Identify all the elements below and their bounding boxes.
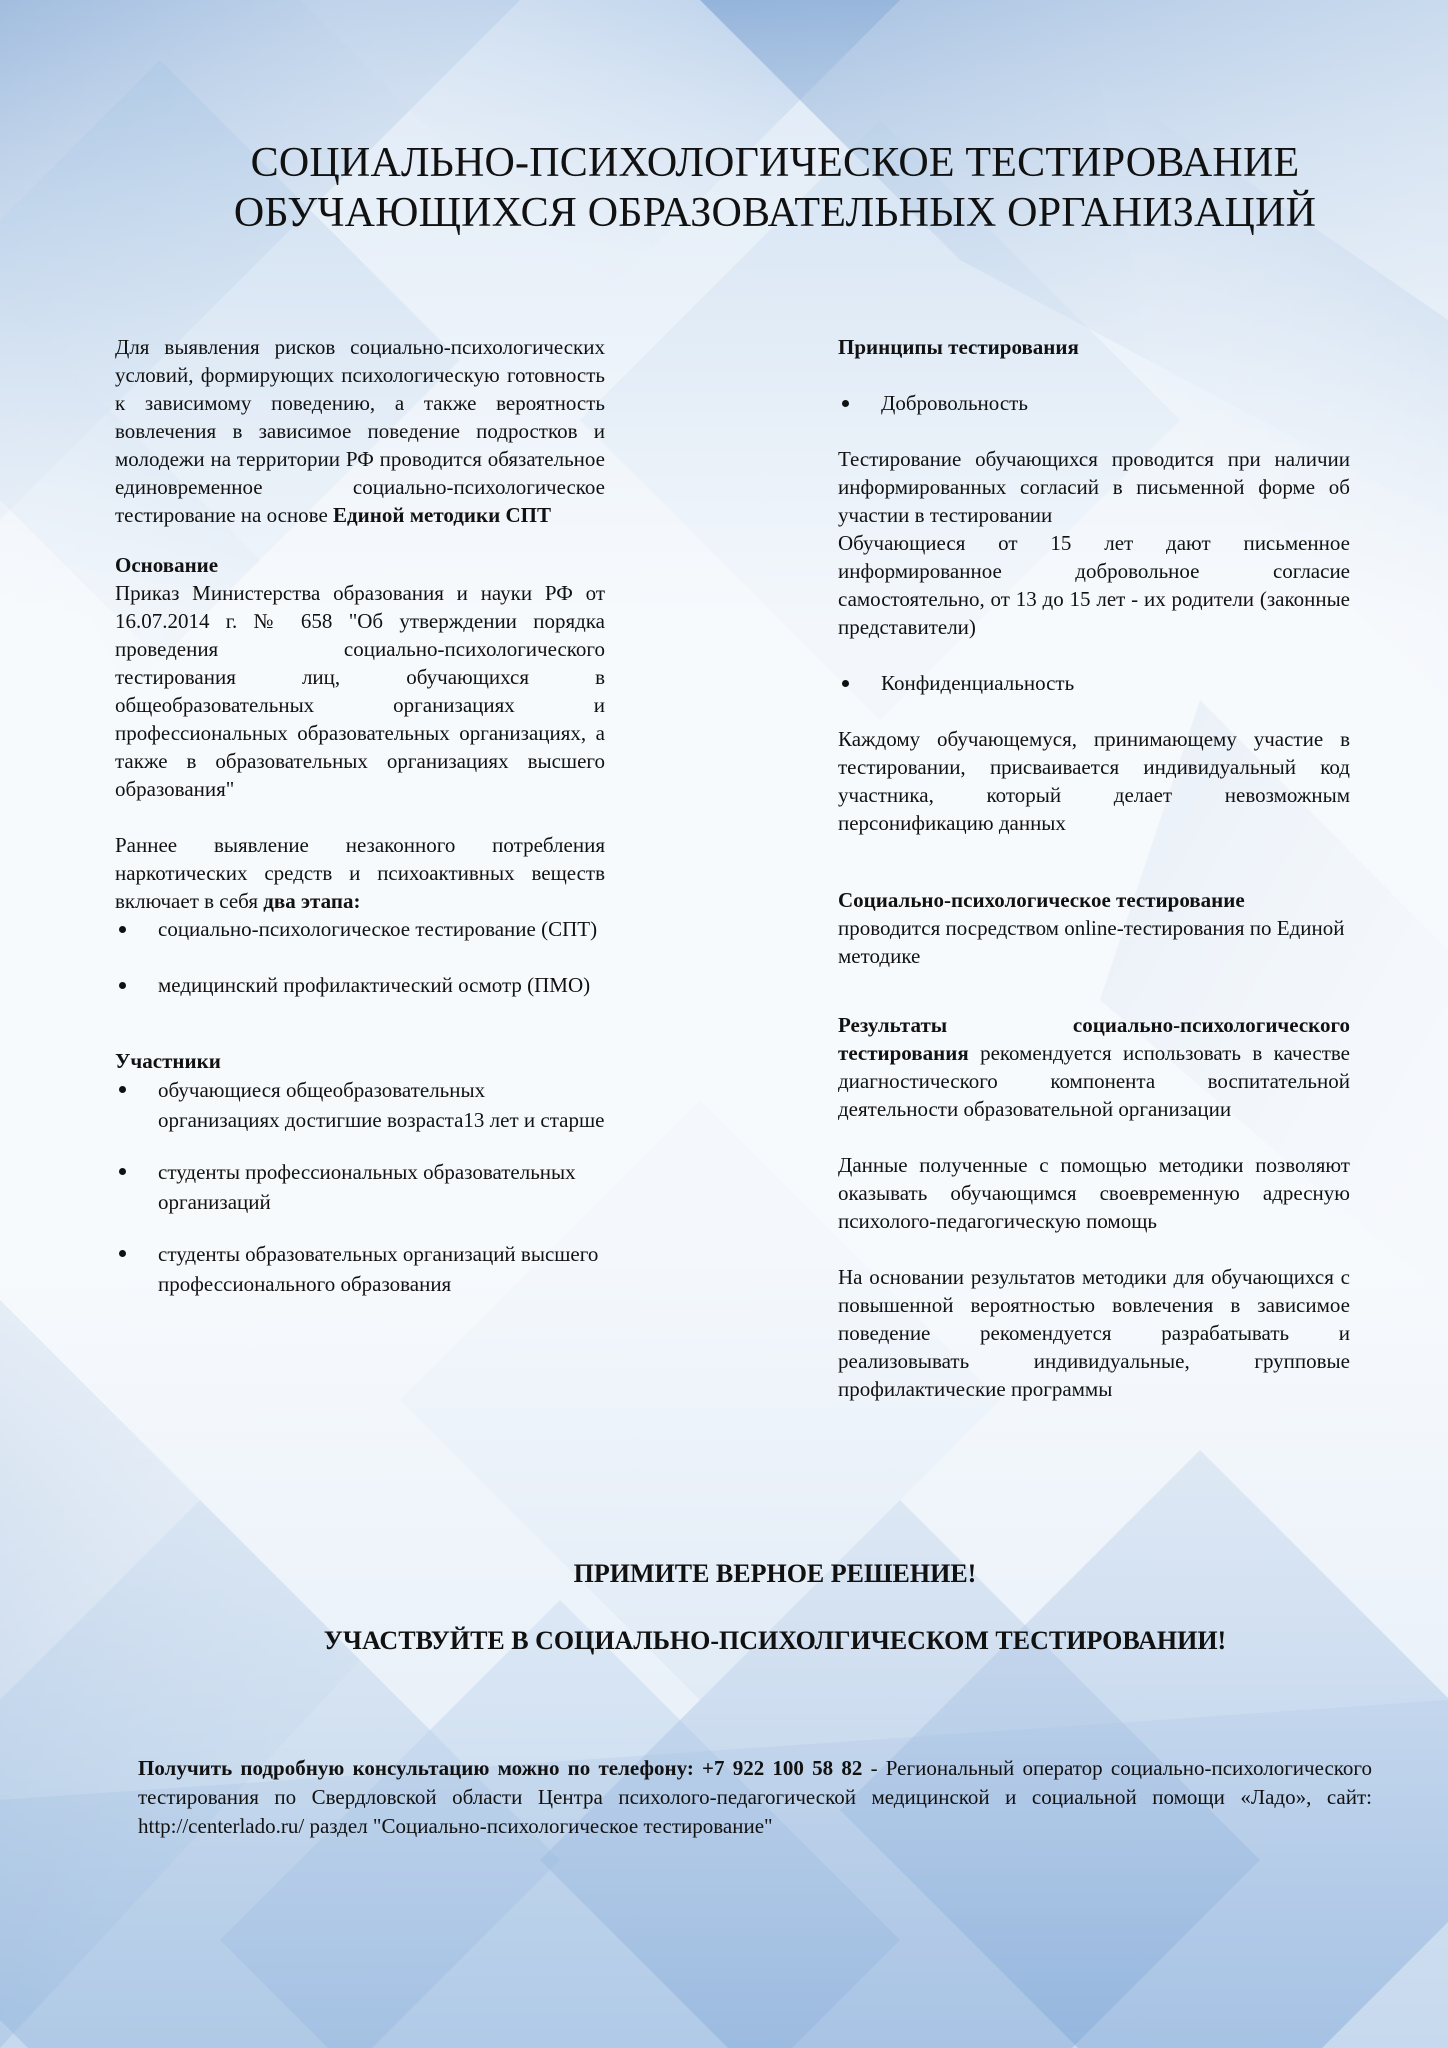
- bullet-icon: [119, 1086, 126, 1093]
- principles-heading: Принципы тестирования: [838, 335, 1079, 359]
- basis-text: Приказ Министерства образования и науки РФ от 16.07.2014 г. № 658 "Об утверждении порядка проведения социально-психологического тестирования лиц, обучающихся в общеобразовательных организациях и профессиональных образовательных организациях, а также в образовательных организациях высшего образования": [115, 581, 605, 801]
- bullet-icon: [119, 982, 126, 989]
- list-item: студенты профессиональных образовательных организаций: [115, 1157, 605, 1217]
- list-item: медицинский профилактический осмотр (ПМО): [115, 971, 605, 999]
- early-text: Раннее выявление незаконного потребления наркотических средств и психоактивных веществ включает в себя: [115, 833, 605, 913]
- bullet-icon: [119, 1168, 126, 1175]
- principle-list-1: [838, 389, 1350, 417]
- early-detection-paragraph: [115, 831, 605, 915]
- footer-text: - Региональный оператор социально-психологического тестирования по Свердловской области Центра психолого-педагогической медицинской и социальной помощи «Ладо», сайт: http://centerlado.ru/ раздел "Социально-психологическое тестирование": [138, 1756, 1372, 1838]
- programs-paragraph: На основании результатов методики для обучающихся с повышенной вероятностью вовлечения в зависимое поведение рекомендуется разрабатывать и реализовывать индивидуальные, групповые профилактические программы: [838, 1265, 1350, 1401]
- online-text: проводится посредством online-тестирования по Единой методике: [838, 916, 1345, 968]
- callout-decision: ПРИМИТЕ ВЕРНОЕ РЕШЕНИЕ!: [573, 1559, 977, 1588]
- list-item: обучающиеся общеобразовательных организациях достигшие возраста13 лет и старше: [115, 1075, 605, 1135]
- results-paragraph: [838, 1011, 1350, 1123]
- voluntary-text-1: Тестирование обучающихся проводится при наличии информированных согласий в письменной форме об участии в тестировании: [838, 447, 1350, 527]
- intro-text: Для выявления рисков социально-психологических условий, формирующих психологическую готовность к зависимому поведению, а также вероятность вовлечения в зависимое поведение подростков и молодежи на территории РФ проводится обязательное единовременное социально-психологическое тестирование на основе: [115, 335, 605, 527]
- right-column: [838, 333, 1350, 1403]
- callout-participate: УЧАСТВУЙТЕ В СОЦИАЛЬНО-ПСИХОЛГИЧЕСКОМ ТЕСТИРОВАНИИ!: [323, 1626, 1227, 1655]
- early-bold: два этапа:: [263, 889, 361, 913]
- principle-list-2: [838, 669, 1350, 697]
- results-bold: Результаты социально-психологического тестирования: [838, 1013, 1350, 1065]
- data-paragraph: Данные полученные с помощью методики позволяют оказывать обучающимся своевременную адресную психолого-педагогическую помощь: [838, 1153, 1350, 1233]
- online-paragraph: [838, 886, 1350, 970]
- results-text: рекомендуется использовать в качестве диагностического компонента воспитательной деятельности образовательной организации: [838, 1041, 1350, 1121]
- bullet-icon: [119, 926, 126, 933]
- stages-list: [115, 915, 605, 999]
- left-column: [115, 333, 605, 1299]
- footer-phone-bold: Получить подробную консультацию можно по телефону: +7 922 100 58 82: [138, 1756, 863, 1780]
- page-title: СОЦИАЛЬНО-ПСИХОЛОГИЧЕСКОЕ ТЕСТИРОВАНИЕ ОБУЧАЮЩИХСЯ ОБРАЗОВАТЕЛЬНЫХ ОРГАНИЗАЦИЙ: [233, 140, 1317, 236]
- intro-bold: Единой методики СПТ: [333, 503, 551, 527]
- list-item: студенты образовательных организаций высшего профессионального образования: [115, 1239, 605, 1299]
- participants-list: [115, 1075, 605, 1299]
- participants-heading: Участники: [115, 1049, 221, 1073]
- list-item: Добровольность: [838, 389, 1350, 417]
- basis-heading: Основание: [115, 553, 219, 577]
- bullet-icon: [842, 400, 849, 407]
- bullet-icon: [119, 1250, 126, 1257]
- intro-paragraph: [115, 333, 605, 529]
- bullet-icon: [842, 680, 849, 687]
- footer-contact: [138, 1754, 1372, 1841]
- list-item: социально-психологическое тестирование (СПТ): [115, 915, 605, 943]
- list-item: Конфиденциальность: [838, 669, 1350, 697]
- voluntary-text-2: Обучающиеся от 15 лет дают письменное информированное добровольное согласие самостоятельно, от 13 до 15 лет - их родители (законные представители): [838, 531, 1350, 639]
- confidential-text: Каждому обучающемуся, принимающему участие в тестировании, присваивается индивидуальный код участника, который делает невозможным персонификацию данных: [838, 727, 1350, 835]
- online-bold: Социально-психологическое тестирование: [838, 888, 1245, 912]
